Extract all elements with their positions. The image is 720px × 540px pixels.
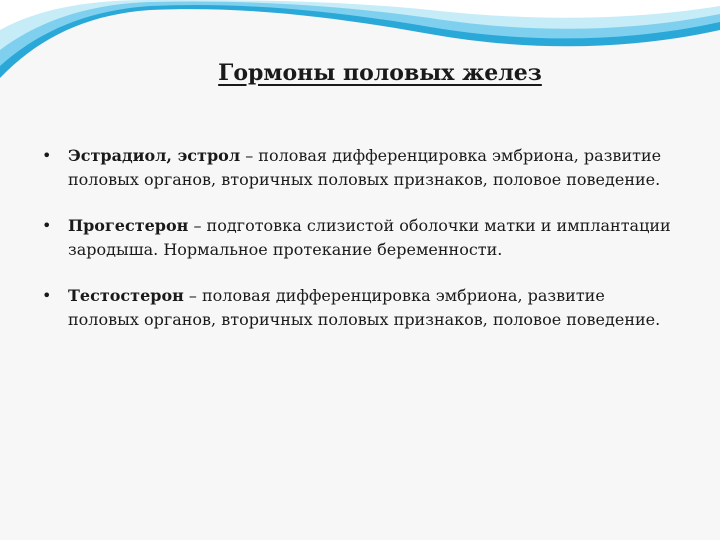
bullet-icon: • <box>42 216 52 235</box>
list-item <box>40 144 680 192</box>
term-estradiol: Эстрадиол, эстрол <box>68 146 241 165</box>
item-description: – половая дифференцировка эмбриона, развитие половых органов, вторичных половых признаков, половое поведение. <box>68 286 661 329</box>
item-description: – половая дифференцировка эмбриона, развитие половых органов, вторичных половых признаков, половое поведение. <box>68 146 662 189</box>
item-description: – подготовка слизистой оболочки матки и имплантации зародыша. Нормальное протекание беременности. <box>68 216 671 259</box>
list-item <box>40 214 680 262</box>
slide-title: Гормоны половых желез <box>218 60 542 86</box>
term-progesterone: Прогестерон <box>68 216 189 235</box>
bullet-list <box>40 144 680 354</box>
list-item <box>40 284 680 332</box>
term-testosterone: Тестостерон <box>68 286 184 305</box>
bullet-icon: • <box>42 146 52 165</box>
bullet-icon: • <box>42 286 52 305</box>
